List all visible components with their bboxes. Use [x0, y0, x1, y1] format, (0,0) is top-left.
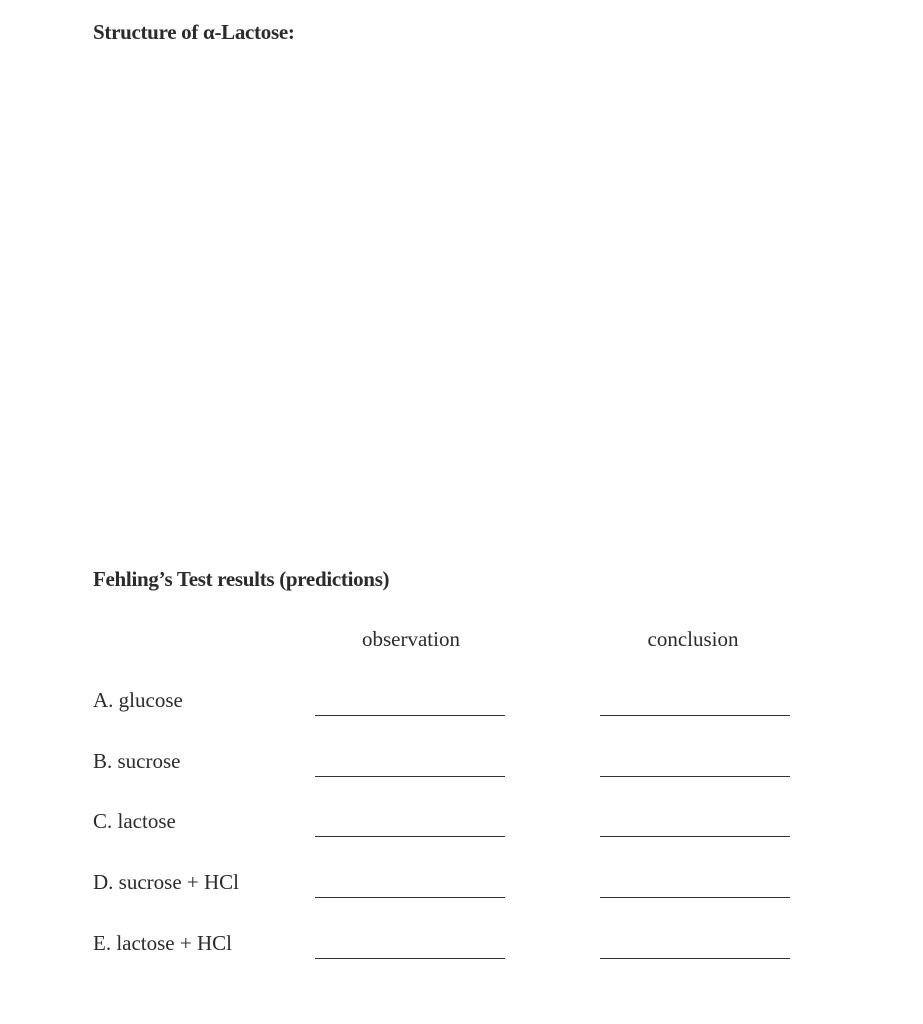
conclusion-blank[interactable] — [600, 836, 790, 837]
observation-blank[interactable] — [315, 897, 505, 898]
conclusion-blank[interactable] — [600, 897, 790, 898]
row-label: D. sucrose + HCl — [93, 870, 239, 894]
conclusion-blank[interactable] — [600, 958, 790, 959]
row-label: B. sucrose — [93, 749, 181, 773]
conclusion-column-header: conclusion — [647, 627, 739, 651]
observation-blank[interactable] — [315, 776, 505, 777]
row-label: E. lactose + HCl — [93, 931, 232, 955]
row-label: C. lactose — [93, 809, 176, 833]
observation-column-header: observation — [362, 627, 460, 651]
conclusion-blank[interactable] — [600, 715, 790, 716]
observation-blank[interactable] — [315, 836, 505, 837]
observation-blank[interactable] — [315, 958, 505, 959]
structure-title: Structure of α-Lactose: — [93, 20, 295, 44]
conclusion-blank[interactable] — [600, 776, 790, 777]
result-row-lactose — [0, 809, 923, 849]
result-row-sucrose — [0, 749, 923, 789]
fehling-test-title: Fehling’s Test results (predictions) — [93, 567, 390, 591]
result-row-glucose — [0, 688, 923, 728]
row-label: A. glucose — [93, 688, 183, 712]
result-row-lactose-hcl — [0, 931, 923, 971]
observation-blank[interactable] — [315, 715, 505, 716]
result-row-sucrose-hcl — [0, 870, 923, 910]
